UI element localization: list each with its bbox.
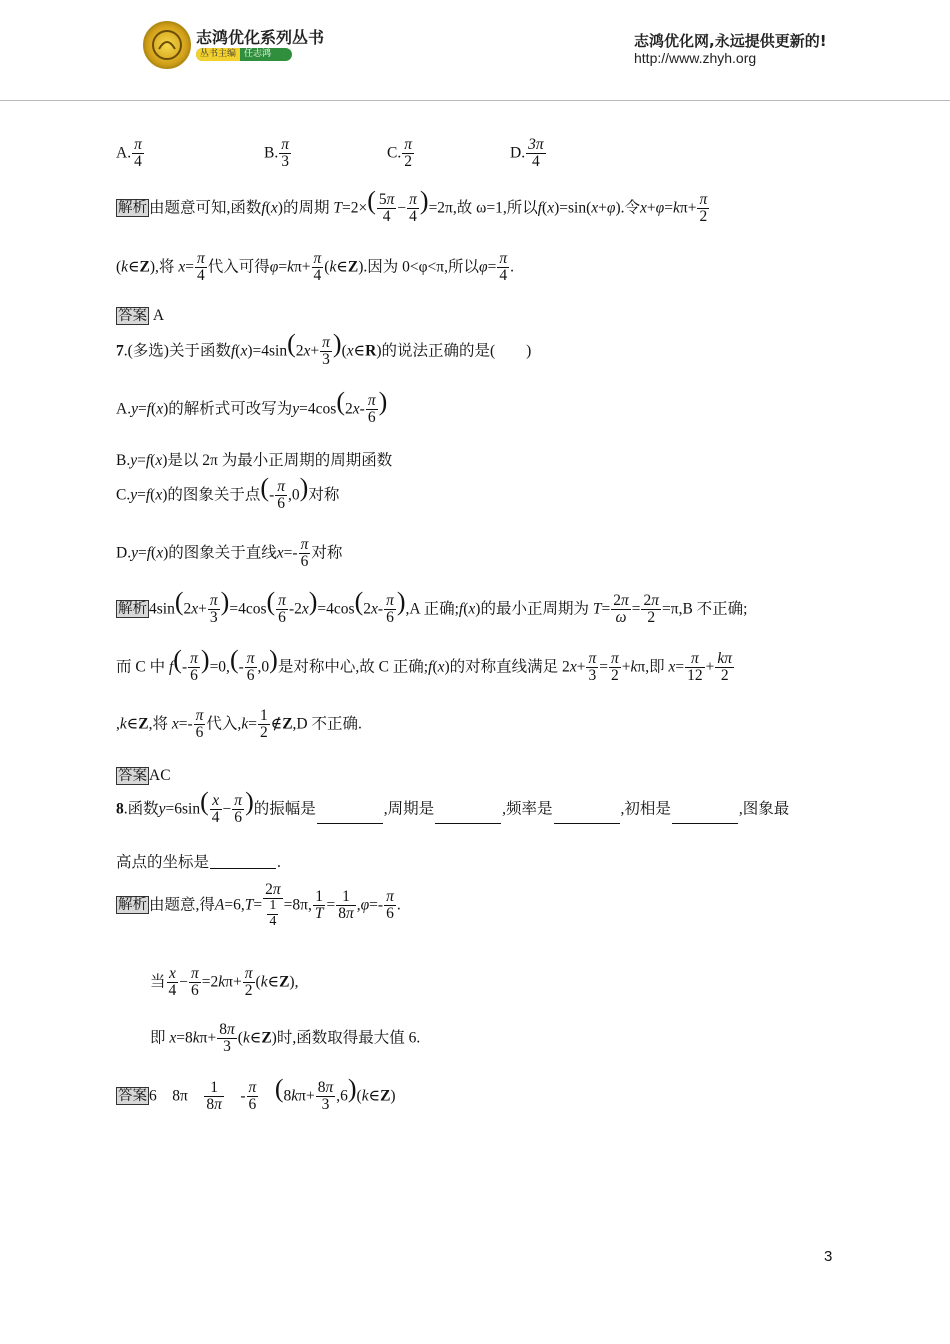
header bbox=[0, 0, 950, 100]
q7-option-c: C.y=f(x)的图象关于点(- $\frac{\pi}{6}$ ,0)对称 bbox=[116, 472, 340, 513]
answer-tag: 答案 bbox=[118, 1088, 147, 1105]
q6-option-b: B. $\frac{\pi}{3}$ bbox=[264, 136, 289, 171]
answer-blank[interactable] bbox=[210, 867, 276, 869]
q6-answer: 答案 A bbox=[118, 307, 165, 324]
analysis-tag: 解析 bbox=[118, 897, 147, 914]
editor-label: 丛书主编 bbox=[196, 48, 240, 61]
answer-tag: 答案 bbox=[118, 308, 147, 324]
q7-option-a: A.y=f(x)的解析式可改写为y=4cos(2x- $\frac{\pi}{6}$ ) bbox=[116, 386, 388, 427]
answer-blank[interactable] bbox=[672, 822, 738, 824]
q6-analysis-line2: (k∈Z),将 x= $\frac{\pi}{4}$ 代入可得φ=kπ+ $\frac{\pi}{4}$ (k∈Z).因为 0<φ<π,所以φ= $\frac{\pi}{4}$ . bbox=[116, 250, 514, 285]
analysis-tag: 解析 bbox=[118, 200, 147, 217]
page-number: 3 bbox=[824, 1248, 833, 1265]
analysis-tag: 解析 bbox=[118, 601, 147, 618]
q6-option-c: C. $\frac{\pi}{2}$ bbox=[387, 136, 412, 171]
answer-tag: 答案 bbox=[118, 768, 147, 784]
answer-blank[interactable] bbox=[317, 822, 383, 824]
q7-stem: 7.(多选)关于函数f(x)=4sin(2x+ $\frac{\pi}{3}$ )(x∈R)的说法正确的是( ) bbox=[116, 328, 532, 369]
site-url[interactable]: http://www.zhyh.org bbox=[634, 50, 757, 66]
q7-option-d: D.y=f(x)的图象关于直线x=- $\frac{\pi}{6}$ 对称 bbox=[116, 536, 343, 571]
header-divider bbox=[0, 100, 950, 101]
q7-answer: 答案 AC bbox=[118, 767, 171, 784]
q7-option-b: B.y=f(x)是以 2π 为最小正周期的周期函数 bbox=[116, 452, 393, 469]
editor-badge bbox=[196, 48, 292, 61]
q7-analysis-line2: 而 C 中 f(- $\frac{\pi}{6}$ )=0,(- $\frac{\pi}{6}$ ,0)是对称中心,故 C 正确;f(x)的对称直线满足 2x+ $\frac{\pi}{3}$ = $\frac{\pi}{2}$ +kπ,即 x= $\frac{\pi}{12}$ + $\frac{k\pi}{2}$ bbox=[116, 644, 733, 685]
site-slogan: 志鸿优化网,永远提供更新的! bbox=[634, 32, 827, 50]
q7-analysis-line1: 解析 4sin(2x+ $\frac{\pi}{3}$ )=4cos( $\frac{\pi}{6}$ -2x)=4cos(2x- $\frac{\pi}{6}$ ),A 正确;f(x)的最小正周期为 T= $\frac{2\pi}{\omega}$ = $\frac{2\pi}{2}$ =π,B 不正确; bbox=[118, 586, 748, 627]
series-title: 志鸿优化系列丛书 bbox=[196, 28, 325, 47]
q6-option-d: D. $\frac{3\pi}{4}$ bbox=[510, 136, 544, 171]
series-logo-icon bbox=[143, 21, 191, 69]
q6-analysis-line1: 解析 由题意可知,函数f(x)的周期 T=2×( $\frac{5\pi}{4}$ − $\frac{\pi}{4}$ )=2π,故 ω=1,所以f(x)=sin(x+φ).令x+φ=kπ+ $\frac{\pi}{2}$ bbox=[118, 185, 708, 226]
q8-analysis-line3: 即 x=8kπ+ $\frac{8\pi}{3}$ (k∈Z)时,函数取得最大值 6. bbox=[150, 1021, 421, 1056]
q8-analysis-line2: 当 $\frac{x}{4}$ − $\frac{\pi}{6}$ =2kπ+ $\frac{\pi}{2}$ (k∈Z), bbox=[150, 965, 299, 1000]
q8-answer: 答案 6 8π $\frac{1}{8\pi}$ - $\frac{\pi}{6}$ (8kπ+ $\frac{8\pi}{3}$ ,6)(k∈Z) bbox=[118, 1073, 396, 1114]
editor-name: 任志鸿 bbox=[244, 49, 272, 59]
answer-blank[interactable] bbox=[554, 822, 620, 824]
q8-stem-line1: 8.函数y=6sin( $\frac{x}{4}$ − $\frac{\pi}{6}$ )的振幅是 ,周期是 ,频率是 ,初相是 ,图象最 bbox=[116, 786, 790, 827]
answer-blank[interactable] bbox=[435, 822, 501, 824]
q6-option-a: A. $\frac{\pi}{4}$ bbox=[116, 136, 142, 171]
q7-analysis-line3: ,k∈Z,将 x=- $\frac{\pi}{6}$ 代入,k= $\frac{1}{2}$ ∉Z,D 不正确. bbox=[116, 707, 362, 742]
q8-stem-line2: 高点的坐标是 . bbox=[116, 854, 281, 871]
q8-analysis-line1: 解析 由题意,得A=6,T= $\frac{2\pi}{\frac{1}{4}}$ =8π, $\frac{1}{T}$ = $\frac{1}{8\pi}$ ,φ=- $\frac{\pi}{6}$ . bbox=[118, 881, 401, 929]
